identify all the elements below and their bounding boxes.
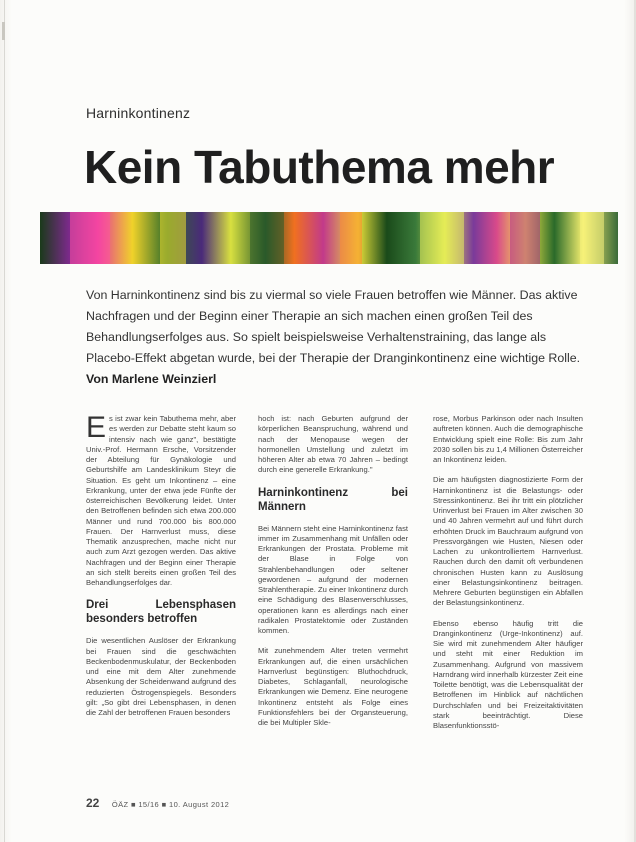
body-paragraph: Die am häufigsten diagnostizierte Form der Harninkontinenz ist die Belastungs- oder Stressinkontinenz. Bei ihr tritt ein plötzlicher Urinverlust bei Frauen im Alter zwischen 30 und 40 Jahren vermehrt auf und führt durch erhöhten Druck im Bauchraum aufgrund von Pressvorgängen wie Husten, Niesen oder Lachen zu unkontrolliertem Harnverlust. Rauchen durch den damit oft verbundenen chronischen Husten kann zu Auslösung einer Belastungsinkontinenz beitragen. Mehrere Geburten begünstigen ein Abfallen der Belastungsinkontinenz.	[433, 475, 583, 608]
body-paragraph: Ebenso ebenso häufig tritt die Dranginkontinenz (Urge-Inkontinenz) auf. Sie wird mit zunehmendem Alter häufiger und steht mit einer Reduktion im Zusammenhang. Aufgrund von massivem Harndrang wird innerhalb kürzester Zeit eine Toilette benötigt, was die Lebensqualität der Betroffenen im Hinblick auf nächtlichen Durchschlafen und bei Freizeitaktivitäten stark beeinträchtigt. Diese Blasenfunktionsstö-	[433, 618, 583, 730]
subheading: Harninkontinenz bei Männern	[258, 486, 408, 513]
binding-edge	[4, 0, 5, 842]
page-footer	[86, 796, 229, 810]
body-paragraph: hoch ist: nach Geburten aufgrund der körperlichen Beanspruchung, während und nach der Menopause wegen der hormonellen Umstellung und zuletzt im höheren Alter ab etwa 70 Jahren – bedingt durch eine generelle Erkrankung."	[258, 414, 408, 475]
article-lead	[86, 285, 591, 390]
scan-mark	[2, 22, 5, 40]
drop-cap: E	[86, 411, 107, 444]
colorful-banner-image	[40, 212, 618, 264]
publication-info: ÖÄZ ■ 15/16 ■ 10. August 2012	[111, 800, 230, 809]
subheading: Drei Lebensphasen besonders betroffen	[86, 599, 236, 626]
article-title: Kein Tabuthema mehr	[84, 141, 555, 193]
text-column-3	[433, 414, 583, 741]
author-byline: Von Marlene Weinzierl	[86, 372, 217, 386]
text-column-2	[258, 414, 408, 738]
lead-text: Von Harninkontinenz sind bis zu viermal so viele Frauen betroffen wie Männer. Das aktive Nachfragen und der Beginn einer Therapie an sich machen einen großen Teil des Behandlungserfolges aus. So spielt beispielsweise Verhaltenstraining, das lange als Placebo-Effekt abgetan wurde, bei der Therapie der Dranginkontinenz eine wichtige Rolle.	[86, 288, 581, 365]
page-number: 22	[86, 796, 100, 810]
section-rubric: Harninkontinenz	[86, 105, 191, 121]
body-paragraph: rose, Morbus Parkinson oder nach Insulten auftreten können. Auch die demographische Entwicklung spielt eine Rolle: Bis zum Jahr 2030 sollen bis zu 1,4 Millionen Österreicher an Inkontinenz leiden.	[433, 414, 583, 464]
body-paragraph: Mit zunehmendem Alter treten vermehrt Erkrankungen auf, die einen ursächlichen Harnverlust begünstigen: Bluthochdruck, Diabetes, Schlaganfall, neurologische Erkrankungen wie Demenz. Eine neurogene Inkontinenz entsteht als Folge eines Funktionsfehlers bei der Organsteuerung, die bei Multipler Skle-	[258, 646, 408, 727]
body-paragraph: Die wesentlichen Auslöser der Erkrankung bei Frauen sind die geschwächten Beckenbodenmuskulatur, der Beckenboden und eine mit dem Alter zunehmende Absenkung der Scheidenwand aufgrund des reduzierten Östrogenspiegels. Besonders gilt: „So gibt drei Lebensphasen, in denen die Zahl der betroffenen Frauen besonders	[86, 636, 236, 717]
body-paragraph: Es ist zwar kein Tabuthema mehr, aber es werden zur Debatte steht kaum so intensiv nach wie ganz", bestätigte Univ.-Prof. Hermann Ersche, Vorsitzender der Abteilung für Gynäkologie und Geburtshilfe am Landesklinikum Steyr die Situation. Es geht um Inkontinenz – eine Erkrankung, unter der etwa jede Fünfte der österreichischen Bevölkerung leidet. Unter den Betroffenen befinden sich etwa 200.000 Männer und rund 700.000 bis 800.000 Frauen. Der Harnverlust muss, diese Thematik anzusprechen, mache nicht nur auch zum Arzt gezogen werden. Das aktive Nachfragen und der Beginn einer Therapie an sich stellt bereits einen großen Teil des Behandlungserfolges dar.	[86, 411, 236, 587]
text-column-1	[86, 411, 236, 728]
body-paragraph: Bei Männern steht eine Harninkontinenz fast immer im Zusammenhang mit Unfällen oder Erkrankungen der Prostata. Probleme mit der Blase in Folge von Strahlenbehandlungen oder seltener gewordenen – aufgrund der modernen Strahlentherapie. Zu einer Inkontinenz durch eine Schädigung des Blasenverschlusses, operationen kann es allerdings nach einer radikalen Prostatektomie oder Zuständen kommen.	[258, 523, 408, 635]
